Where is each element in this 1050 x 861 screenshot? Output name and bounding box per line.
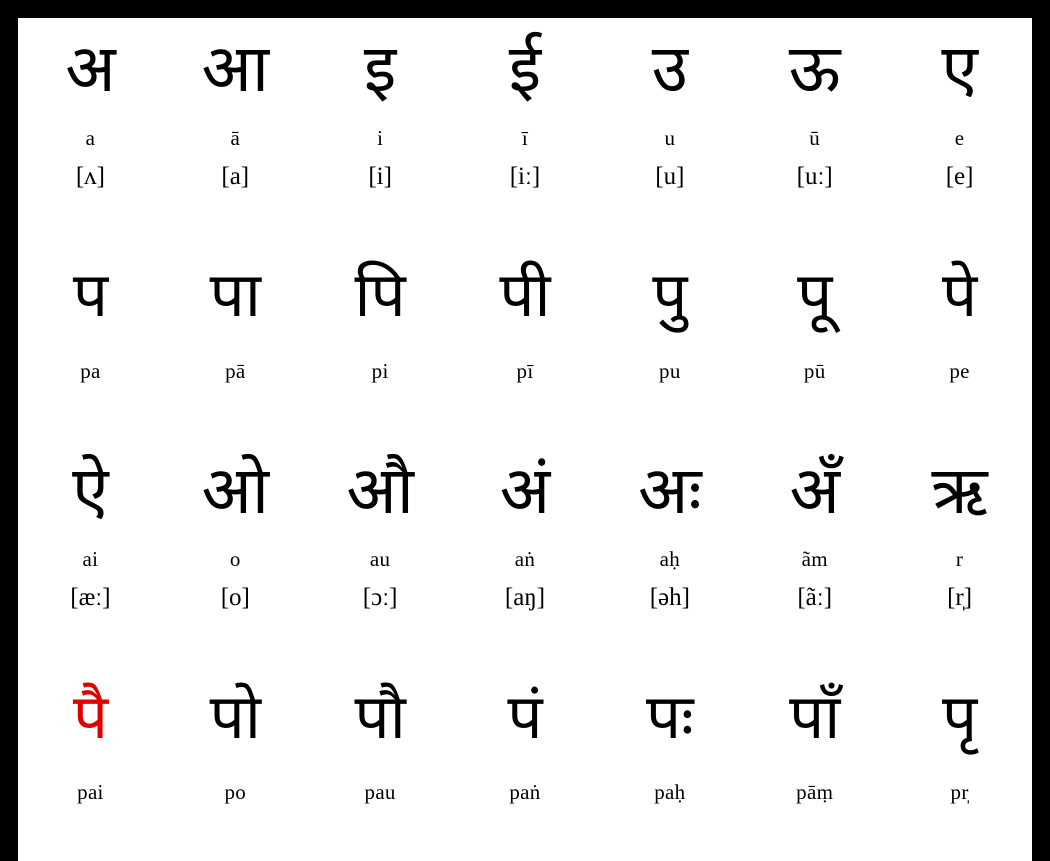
transliteration-label: pū [803, 358, 826, 383]
vowel-cell [887, 454, 1032, 671]
transliteration-label: ai [82, 547, 99, 572]
consonant-cell [308, 261, 453, 439]
ipa-label: [uː] [796, 162, 833, 190]
vowel-cell [742, 454, 887, 671]
devanagari-syllable [789, 683, 840, 754]
devanagari-glyph: ई [508, 33, 542, 106]
devanagari-syllable [797, 261, 832, 332]
devanagari-glyph: इ [363, 33, 397, 106]
consonant-cell [18, 261, 163, 439]
independent-vowels-row-2 [18, 440, 1032, 671]
devanagari-glyph: अँ [789, 454, 840, 528]
devanagari-syllable [646, 683, 694, 754]
ipa-label: [r̩] [947, 584, 973, 612]
transliteration-label: r [955, 547, 964, 572]
transliteration-label: aḥ [659, 547, 681, 572]
vowel-cell [18, 454, 163, 671]
consonant-cell [742, 261, 887, 439]
devanagari-syllable [73, 683, 108, 754]
devanagari-glyph: आ [201, 33, 269, 106]
consonant-base: प [72, 262, 109, 331]
transliteration-label: pai [77, 780, 104, 805]
consonant-base: प [652, 262, 688, 331]
independent-vowels-row-1 [18, 18, 1032, 249]
ipa-label: [a] [221, 162, 250, 190]
devanagari-syllable [210, 683, 261, 754]
vowel-cell [308, 454, 453, 671]
vowel-cell [18, 32, 163, 249]
transliteration-label: paḥ [654, 780, 686, 805]
vowel-cell [453, 32, 598, 249]
consonant-cell [163, 261, 308, 439]
consonant-base: प [354, 683, 406, 752]
vowel-cell [597, 454, 742, 671]
ipa-label: [i] [368, 162, 392, 190]
consonant-base: प [499, 262, 551, 331]
consonant-cell [163, 683, 308, 861]
consonant-cell [18, 683, 163, 861]
transliteration-label: ãm [801, 547, 828, 572]
vowel-cell [453, 454, 598, 671]
consonant-base: पा [789, 683, 841, 752]
consonant-base: प [941, 683, 978, 752]
vowel-cell [163, 32, 308, 249]
devanagari-syllable [354, 683, 405, 754]
transliteration-label: i [377, 125, 384, 150]
transliteration-label: ī [521, 125, 529, 150]
consonant-cell [453, 261, 598, 439]
chart-sheet [18, 18, 1032, 861]
consonant-cell [887, 261, 1032, 439]
ipa-label: [ãː] [797, 584, 833, 612]
devanagari-glyph: ओ [201, 454, 270, 528]
ipa-label: [ʌ] [75, 162, 105, 190]
transliteration-label: pāṃ [796, 780, 834, 805]
transliteration-label: pr̩ [950, 780, 969, 805]
ipa-label: [æː] [70, 584, 111, 612]
vowel-cell [742, 32, 887, 249]
devanagari-glyph: ऊ [788, 33, 841, 106]
transliteration-label: au [369, 547, 391, 572]
consonant-base: प [72, 683, 109, 752]
transliteration-label: po [224, 780, 247, 805]
devanagari-glyph: औ [346, 454, 414, 528]
devanagari-syllable [942, 261, 977, 332]
transliteration-label: a [85, 125, 96, 150]
transliteration-label: pī [516, 358, 534, 383]
transliteration-label: pe [949, 358, 970, 383]
vowel-cell [887, 32, 1032, 249]
transliteration-label: pu [659, 358, 681, 383]
devanagari-syllable [942, 683, 977, 754]
devanagari-glyph: अं [499, 454, 551, 528]
ipa-label: [u] [655, 162, 685, 190]
ipa-label: [e] [945, 162, 974, 190]
transliteration-label: pau [364, 780, 396, 805]
transliteration-label: u [664, 125, 676, 150]
transliteration-label: ū [809, 125, 821, 150]
transliteration-label: pa [80, 358, 101, 383]
devanagari-syllable [652, 261, 687, 332]
devanagari-glyph: ए [941, 33, 978, 106]
devanagari-syllable [499, 261, 550, 332]
ipa-label: [əh] [649, 584, 690, 612]
consonant-cell [887, 683, 1032, 861]
consonant-base: प [645, 683, 694, 752]
consonant-cell [597, 261, 742, 439]
ipa-label: [ɔː] [362, 584, 398, 612]
consonant-cell [742, 683, 887, 861]
transliteration-label: paṅ [509, 780, 541, 805]
devanagari-syllable [73, 261, 108, 332]
transliteration-label: e [954, 125, 965, 150]
transliteration-label: o [229, 547, 241, 572]
transliteration-label: aṅ [514, 547, 536, 572]
ipa-label: [aŋ] [504, 584, 546, 612]
devanagari-glyph: अ [65, 33, 116, 106]
transliteration-label: pā [225, 358, 246, 383]
devanagari-syllable [210, 261, 261, 332]
devanagari-glyph: ऋ [931, 454, 988, 528]
devanagari-glyph: अः [637, 454, 702, 528]
consonant-pa-row-1 [18, 249, 1032, 439]
consonant-base: पा [209, 262, 261, 331]
consonant-base: प [941, 262, 978, 331]
devanagari-syllable [507, 683, 542, 754]
consonant-pa-row-2 [18, 671, 1032, 861]
consonant-cell [308, 683, 453, 861]
consonant-base: प [354, 262, 406, 331]
transliteration-label: ā [230, 125, 241, 150]
devanagari-syllable [354, 261, 405, 332]
ipa-label: [iː] [509, 162, 541, 190]
consonant-base: प [507, 683, 543, 752]
consonant-base: प [797, 262, 833, 331]
vowel-cell [597, 32, 742, 249]
transliteration-label: pi [371, 358, 389, 383]
consonant-cell [453, 683, 598, 861]
devanagari-glyph: ऐ [72, 454, 109, 528]
consonant-cell [597, 683, 742, 861]
devanagari-glyph: उ [651, 33, 688, 106]
consonant-base: प [209, 683, 261, 752]
vowel-cell [308, 32, 453, 249]
vowel-cell [163, 454, 308, 671]
ipa-label: [o] [220, 584, 250, 612]
